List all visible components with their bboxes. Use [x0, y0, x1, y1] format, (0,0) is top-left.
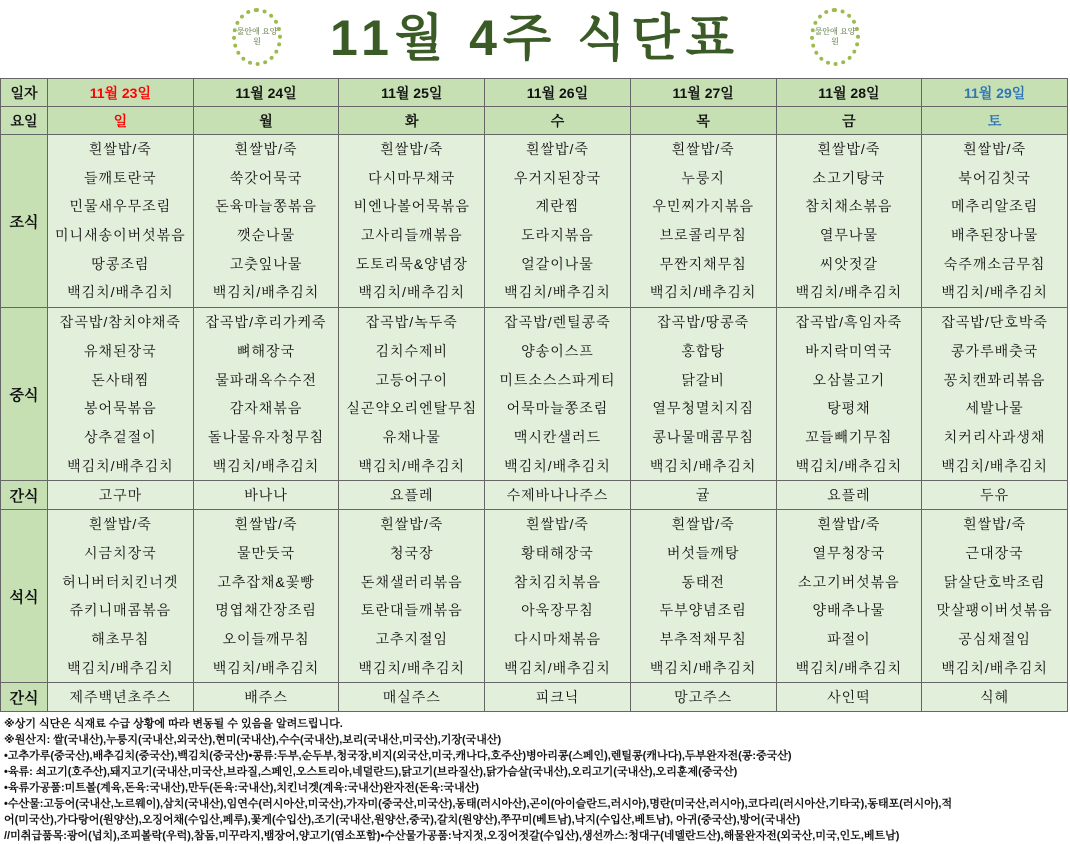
- menu-item: 열무나물: [819, 227, 878, 244]
- breakfast-label: 조식: [1, 135, 48, 308]
- menu-item: 흰쌀밥/죽: [817, 141, 881, 157]
- snack-item: 제주백년초주스: [48, 683, 194, 712]
- snack-item: 요플레: [339, 481, 485, 510]
- menu-item: 참치채소볶음: [805, 198, 893, 215]
- snack2-label: 간식: [1, 683, 48, 712]
- menu-item: 유채나물: [382, 428, 441, 445]
- menu-item: 닭살단호박조림: [943, 573, 1046, 590]
- menu-item: 뼈해장국: [237, 342, 296, 359]
- menu-item: 양송이스프: [521, 342, 594, 359]
- menu-item: 우민찌가지볶음: [652, 198, 754, 215]
- date-cell: 11월 26일: [485, 79, 631, 107]
- snack-item: 두유: [922, 481, 1068, 510]
- menu-item: 흰쌀밥/죽: [380, 141, 444, 157]
- breakfast-menu-cell: [922, 135, 1068, 308]
- menu-item: 고사리들깨볶음: [360, 227, 463, 244]
- snack-item: 매실주스: [339, 683, 485, 712]
- dinner-row: [1, 510, 1068, 683]
- menu-item: 동태전: [681, 573, 725, 590]
- breakfast-menu-cell: [630, 135, 776, 308]
- note-line: ※상기 식단은 식재료 수급 상황에 따라 변동될 수 있음을 알려드립니다.: [4, 718, 343, 730]
- menu-item: 홍합탕: [681, 342, 725, 359]
- menu-item: 허니버터치킨너겟: [62, 573, 179, 590]
- menu-item: 숙주깨소금무침: [943, 255, 1046, 272]
- date-cell: 11월 23일: [48, 79, 194, 107]
- menu-item: 감자채볶음: [229, 400, 303, 417]
- menu-item: 탕평채: [827, 400, 871, 417]
- date-cell: 11월 25일: [339, 79, 485, 107]
- menu-item: 북어김칫국: [958, 169, 1031, 186]
- breakfast-menu-cell: [776, 135, 922, 308]
- menu-item: 흰쌀밥/죽: [234, 141, 298, 157]
- menu-item: 미니새송이버섯볶음: [54, 227, 186, 244]
- menu-item: 흰쌀밥/죽: [525, 141, 589, 157]
- menu-item: 백김치/배추김치: [504, 457, 611, 474]
- menu-item: 쑥갓어묵국: [229, 169, 303, 186]
- note-line: •육류: 쇠고기(호주산),돼지고기(국내산,미국산,브라질,스페인,오스트리아,네덜란드),닭고기(브라질산),닭가슴살(국내산),오리고기(국내산),오리훈제(중국산): [4, 766, 738, 778]
- dinner-menu-cell: [485, 510, 631, 683]
- menu-item: 얼갈이나물: [521, 255, 594, 272]
- menu-item: 돈육마늘쫑볶음: [215, 198, 317, 215]
- menu-item: 잡곡밥/흑임자죽: [795, 314, 903, 331]
- menu-item: 청국장: [389, 544, 434, 561]
- weekday-row: [1, 107, 1068, 135]
- snack-item: 수제바나나주스: [485, 481, 631, 510]
- menu-item: 바지락미역국: [805, 342, 893, 359]
- menu-item: 백김치/배추김치: [649, 659, 757, 676]
- breakfast-menu-cell: [339, 135, 485, 308]
- menu-item: 백김치/배추김치: [795, 457, 903, 474]
- date-cell: 11월 29일: [922, 79, 1068, 107]
- menu-item: 무짠지채무침: [659, 255, 747, 272]
- menu-item: 오이들깨무침: [222, 631, 310, 647]
- menu-item: 씨앗젓갈: [819, 255, 878, 272]
- date-cell: 11월 28일: [776, 79, 922, 107]
- menu-item: 브로콜리무침: [659, 227, 747, 244]
- menu-item: 흰쌀밥/죽: [963, 516, 1027, 533]
- menu-item: 고추지절임: [375, 631, 449, 647]
- note-line: ※원산지: 쌀(국내산),누룽지(국내산,외국산),현미(국내산),수수(국내산),보리(국내산,미국산),기장(국내산): [4, 734, 502, 746]
- menu-item: 백김치/배추김치: [504, 659, 611, 676]
- menu-item: 근대장국: [965, 544, 1024, 561]
- snack-item: 사인떡: [776, 683, 922, 712]
- origin-notes: [4, 716, 1070, 844]
- menu-item: 민물새우무조림: [69, 198, 172, 215]
- menu-item: 다시마채볶음: [513, 631, 602, 647]
- menu-item: 깻순나물: [237, 227, 296, 244]
- menu-item: 치커리사과생채: [943, 428, 1046, 445]
- snack-item: 요플레: [776, 481, 922, 510]
- menu-item: 잡곡밥/렌틸콩죽: [504, 314, 611, 331]
- breakfast-row: [1, 135, 1068, 308]
- lunch-row: [1, 308, 1068, 481]
- menu-item: 아욱장무침: [521, 602, 594, 619]
- menu-item: 소고기탕국: [812, 169, 886, 186]
- note-line: •육류가공품:미트볼(계육,돈육:국내산),만두(돈육:국내산),치킨너겟(계육:국내산)완자전(돈육:국내산): [4, 782, 480, 794]
- note-line: •수산물:고등어(국내산,노르웨이),삼치(국내산),임연수(러시아산,미국산),가자미(중국산,미국산),동태(러시아산),곤이(아이슬란드,러시아),명란(미국산,러시아),코다리(러시아산,기타국),동태포(러시아),적: [4, 798, 953, 810]
- lunch-menu-cell: [485, 308, 631, 481]
- menu-item: 해초무침: [91, 631, 150, 647]
- weekday-cell: 토: [922, 107, 1068, 135]
- page-title: 11월 4주 식단표: [330, 10, 740, 66]
- menu-item: 쥬키니매콤볶음: [69, 602, 172, 619]
- weekday-cell: 일: [48, 107, 194, 135]
- date-label: 일자: [1, 79, 48, 107]
- menu-item: 소고기버섯볶음: [798, 573, 900, 590]
- menu-item: 흰쌀밥/죽: [380, 516, 444, 533]
- breakfast-menu-cell: [48, 135, 194, 308]
- menu-item: 봉어묵볶음: [84, 400, 157, 417]
- menu-item: 열무청장국: [812, 544, 886, 561]
- menu-item: 흰쌀밥/죽: [671, 141, 735, 157]
- menu-item: 백김치/배추김치: [649, 284, 757, 301]
- menu-item: 맥시칸샐러드: [513, 428, 602, 445]
- menu-item: 실곤약오리엔탈무침: [346, 400, 478, 417]
- menu-item: 들깨토란국: [84, 169, 157, 186]
- menu-item: 잡곡밥/단호박죽: [941, 314, 1048, 331]
- breakfast-menu-cell: [485, 135, 631, 308]
- menu-item: 백김치/배추김치: [212, 457, 320, 474]
- lunch-menu-cell: [193, 308, 339, 481]
- menu-item: 오삼불고기: [812, 371, 886, 388]
- menu-item: 부추적채무침: [659, 631, 747, 647]
- menu-item: 땅콩조림: [91, 255, 150, 272]
- menu-item: 계란찜: [535, 198, 580, 215]
- snack-item: 망고주스: [630, 683, 776, 712]
- weekday-cell: 수: [485, 107, 631, 135]
- menu-item: 열무청멸치지짐: [652, 400, 754, 417]
- menu-item: 백김치/배추김치: [212, 284, 320, 301]
- menu-item: 잡곡밥/녹두죽: [365, 314, 458, 331]
- menu-item: 흰쌀밥/죽: [234, 516, 298, 533]
- menu-item: 꽁치캔꽈리볶음: [943, 371, 1046, 388]
- dinner-menu-cell: [193, 510, 339, 683]
- menu-item: 백김치/배추김치: [358, 457, 466, 474]
- snack-item: 귤: [630, 481, 776, 510]
- menu-item: 백김치/배추김치: [358, 659, 466, 676]
- menu-item: 돈사태찜: [91, 371, 150, 388]
- menu-item: 두부양념조림: [659, 602, 747, 619]
- menu-item: 콩가루배춧국: [951, 342, 1039, 359]
- menu-item: 물파래옥수수전: [215, 371, 317, 388]
- snack-item: 고구마: [48, 481, 194, 510]
- lunch-menu-cell: [922, 308, 1068, 481]
- meal-table: [0, 78, 1068, 712]
- menu-item: 도라지볶음: [521, 227, 594, 244]
- dinner-label: 석식: [1, 510, 48, 683]
- menu-item: 시금치장국: [84, 544, 157, 561]
- menu-item: 흰쌀밥/죽: [671, 516, 735, 533]
- menu-item: 흰쌀밥/죽: [88, 141, 152, 157]
- menu-item: 비엔나볼어묵볶음: [353, 198, 470, 215]
- menu-item: 잡곡밥/후리가케죽: [205, 314, 327, 331]
- menu-item: 흰쌀밥/죽: [525, 516, 589, 533]
- menu-item: 토란대들깨볶음: [360, 602, 463, 619]
- snack1-row: [1, 481, 1068, 510]
- lunch-menu-cell: [630, 308, 776, 481]
- menu-item: 돈채샐러리볶음: [360, 573, 463, 590]
- menu-item: 백김치/배추김치: [795, 659, 903, 676]
- menu-item: 잡곡밥/땅콩죽: [657, 314, 750, 331]
- menu-item: 버섯들깨탕: [666, 544, 740, 561]
- menu-item: 백김치/배추김치: [941, 659, 1048, 676]
- note-line: •고추가루(중국산),배추김치(중국산),백김치(중국산)•콩류:두부,순두부,청국장,비지(외국산,미국,캐나다,호주산)병아리콩(스페인),렌틸콩(캐나다),두부완자전(콩:중국산): [4, 750, 792, 762]
- menu-item: 명엽채간장조림: [215, 602, 317, 619]
- weekday-cell: 금: [776, 107, 922, 135]
- snack-item: 피크닉: [485, 683, 631, 712]
- lunch-menu-cell: [48, 308, 194, 481]
- menu-item: 김치수제비: [375, 342, 449, 359]
- menu-item: 흰쌀밥/죽: [817, 516, 881, 533]
- lunch-menu-cell: [339, 308, 485, 481]
- menu-item: 고등어구이: [375, 371, 449, 388]
- weekday-label: 요일: [1, 107, 48, 135]
- menu-item: 꼬들빼기무침: [805, 428, 893, 445]
- menu-item: 잡곡밥/참치야채죽: [59, 314, 181, 331]
- snack1-label: 간식: [1, 481, 48, 510]
- menu-item: 유채된장국: [84, 342, 157, 359]
- logo-left: 물안애 요양원: [232, 8, 282, 66]
- menu-item: 파절이: [827, 631, 871, 647]
- dinner-menu-cell: [776, 510, 922, 683]
- menu-item: 미트소스스파게티: [499, 371, 616, 388]
- note-line: 어(미국산),가다랑어(원양산),오징어채(수입산,페루),꽃게(수입산),조기(국내산,원양산,중국),갈치(원양산),쭈꾸미(베트남),낙지(수입산,베트남), 아귀(중국산),방어(국내산): [4, 814, 801, 826]
- snack-item: 식혜: [922, 683, 1068, 712]
- dinner-menu-cell: [339, 510, 485, 683]
- menu-item: 우거지된장국: [513, 169, 602, 186]
- menu-item: 세발나물: [965, 400, 1024, 417]
- menu-item: 참치김치볶음: [513, 573, 602, 590]
- menu-item: 다시마무채국: [368, 169, 456, 186]
- menu-item: 백김치/배추김치: [795, 284, 903, 301]
- menu-item: 백김치/배추김치: [504, 284, 611, 301]
- menu-item: 도토리묵&양념장: [355, 255, 468, 272]
- date-cell: 11월 24일: [193, 79, 339, 107]
- weekday-cell: 화: [339, 107, 485, 135]
- dinner-menu-cell: [630, 510, 776, 683]
- menu-item: 맛살팽이버섯볶음: [936, 602, 1053, 619]
- lunch-menu-cell: [776, 308, 922, 481]
- menu-item: 어묵마늘쫑조림: [506, 400, 609, 417]
- date-cell: 11월 27일: [630, 79, 776, 107]
- date-row: [1, 79, 1068, 107]
- logo-right: 물안애 요양원: [810, 8, 860, 66]
- menu-item: 물만둣국: [237, 544, 296, 561]
- menu-item: 백김치/배추김치: [358, 284, 466, 301]
- weekday-cell: 월: [193, 107, 339, 135]
- menu-item: 메추리알조림: [951, 198, 1039, 215]
- menu-item: 상추겉절이: [84, 428, 157, 445]
- menu-item: 백김치/배추김치: [67, 284, 174, 301]
- menu-item: 고춧잎나물: [229, 255, 303, 272]
- menu-item: 누룽지: [681, 169, 725, 186]
- snack-item: 바나나: [193, 481, 339, 510]
- menu-item: 백김치/배추김치: [941, 457, 1048, 474]
- note-line: //미취급품목:광어(넙치),조피볼락(우럭),참돔,미꾸라지,뱀장어,양고기(염소포함)•수산물가공품:낙지젓,오징어젓갈(수입산),생선까스:청대구(네델란드산),해물완자전(외국산,미국,인도,베트남): [4, 830, 900, 842]
- menu-item: 백김치/배추김치: [67, 659, 174, 676]
- dinner-menu-cell: [48, 510, 194, 683]
- menu-item: 백김치/배추김치: [67, 457, 174, 474]
- menu-item: 백김치/배추김치: [212, 659, 320, 676]
- menu-item: 황태해장국: [521, 544, 594, 561]
- menu-item: 흰쌀밥/죽: [88, 516, 152, 533]
- menu-item: 돌나물유자청무침: [207, 428, 325, 445]
- menu-item: 닭갈비: [681, 371, 725, 388]
- menu-item: 양배추나물: [812, 602, 886, 619]
- lunch-label: 중식: [1, 308, 48, 481]
- menu-item: 콩나물매콤무침: [652, 428, 754, 445]
- menu-item: 백김치/배추김치: [649, 457, 757, 474]
- menu-item: 흰쌀밥/죽: [963, 141, 1027, 157]
- menu-item: 백김치/배추김치: [941, 284, 1048, 301]
- menu-item: 배추된장나물: [951, 227, 1039, 244]
- weekday-cell: 목: [630, 107, 776, 135]
- breakfast-menu-cell: [193, 135, 339, 308]
- dinner-menu-cell: [922, 510, 1068, 683]
- snack-item: 배주스: [193, 683, 339, 712]
- snack2-row: [1, 683, 1068, 712]
- menu-item: 공심채절임: [958, 631, 1031, 647]
- menu-item: 고추잡채&꽃빵: [217, 573, 315, 590]
